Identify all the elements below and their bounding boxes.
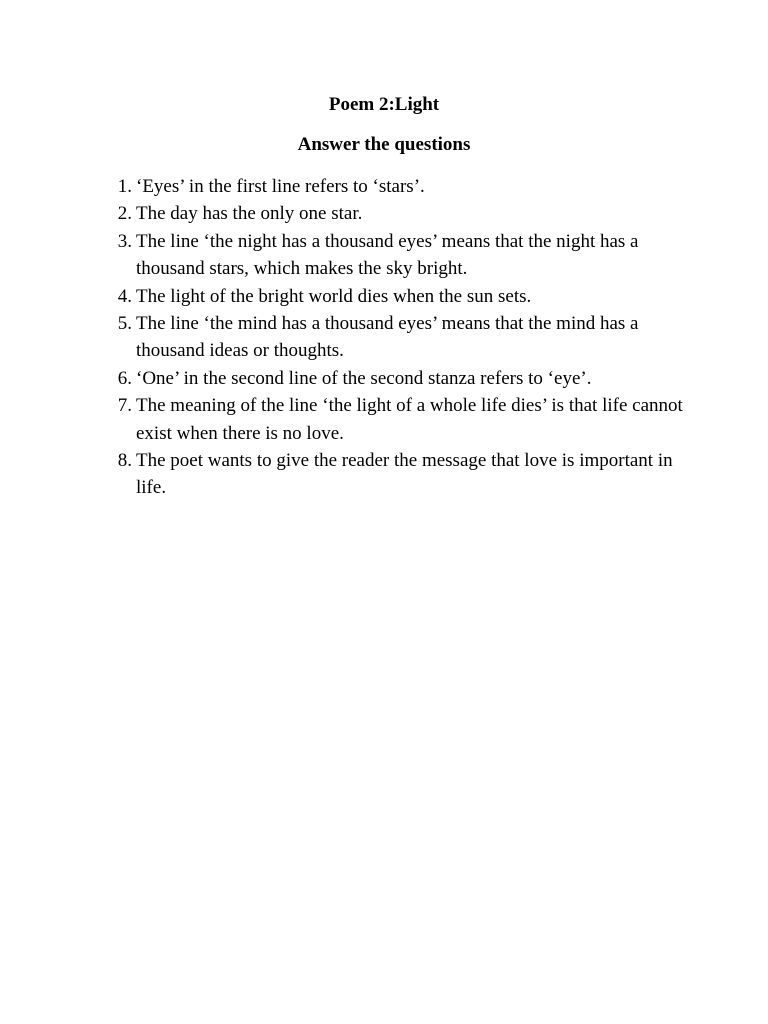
list-item-text: The day has the only one star. [136, 203, 363, 225]
list-item-text: The line ‘the mind has a thousand eyes’ means that the mind has a thousand ideas or thoughts. [136, 313, 639, 362]
list-item-number: 5. [117, 313, 132, 335]
list-item-number: 8. [117, 450, 132, 472]
list-item-number: 4. [117, 285, 132, 307]
list-item-text: ‘One’ in the second line of the second stanza refers to ‘eye’. [136, 367, 592, 389]
answer-list [106, 173, 686, 502]
page-subtitle: Answer the questions [297, 134, 471, 155]
list-item [106, 392, 686, 447]
list-item [106, 228, 686, 283]
list-item-number: 6. [117, 367, 132, 389]
list-item-text: The light of the bright world dies when the sun sets. [136, 285, 532, 307]
list-item-text: The poet wants to give the reader the message that love is important in life. [136, 450, 673, 499]
list-item [106, 365, 686, 392]
list-item-number: 2. [117, 203, 132, 225]
list-item-text: The meaning of the line ‘the light of a whole life dies’ is that life cannot exist when there is no love. [136, 395, 683, 444]
list-item [106, 310, 686, 365]
list-item-number: 7. [117, 395, 132, 417]
list-item [106, 173, 686, 200]
list-item-number: 3. [117, 230, 132, 252]
list-item-text: The line ‘the night has a thousand eyes’ means that the night has a thousand stars, which makes the sky bright. [136, 230, 639, 280]
list-item-text: ‘Eyes’ in the first line refers to ‘stars’. [136, 176, 425, 197]
list-item [106, 200, 686, 227]
list-item [106, 447, 686, 502]
list-item-number: 1. [117, 176, 132, 197]
list-item [106, 283, 686, 310]
page-title: Poem 2:Light [328, 94, 440, 115]
